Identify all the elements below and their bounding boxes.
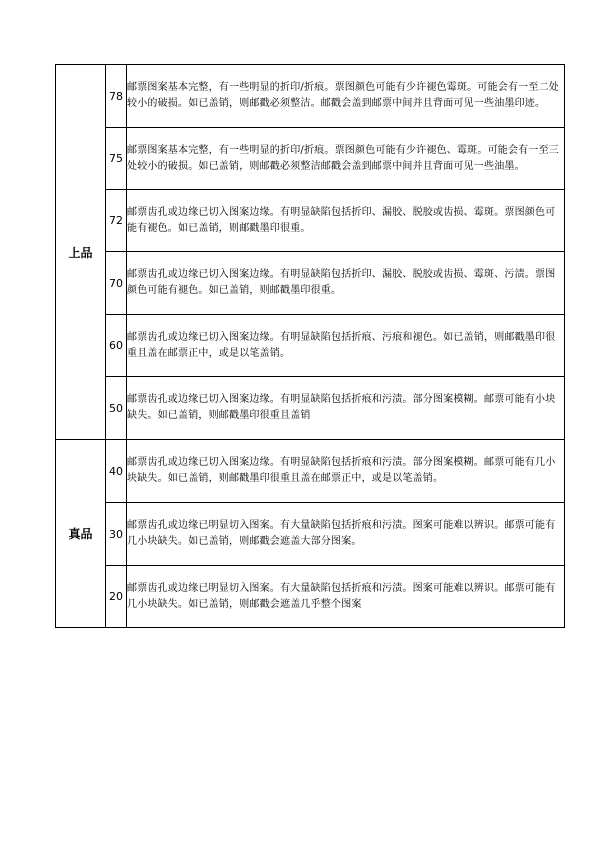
grade-score: 60 bbox=[106, 315, 127, 377]
table-row bbox=[56, 190, 565, 252]
grade-score: 40 bbox=[106, 440, 127, 503]
stamp-grading-table bbox=[55, 64, 565, 628]
table-row bbox=[56, 128, 565, 190]
table-row bbox=[56, 315, 565, 377]
grade-description: 邮票齿孔或边缘已明显切入图案。有大量缺陷包括折痕和污渍。图案可能难以辨识。邮票可能有几小块缺失。如已盖销，则邮戳会遮盖几乎整个图案 bbox=[127, 566, 565, 628]
table-row bbox=[56, 503, 565, 566]
table-row bbox=[56, 65, 565, 128]
category-cell-shangpin: 上品 bbox=[56, 65, 106, 440]
grade-description: 邮票图案基本完整，有一些明显的折印/折痕。票图颜色可能有少许褪色、霉斑。可能会有一至三处较小的破损。如已盖销，则邮戳必须整洁邮戳会盖到邮票中间并且背面可见一些油墨。 bbox=[127, 128, 565, 190]
grade-score: 72 bbox=[106, 190, 127, 252]
category-cell-zhenpin: 真品 bbox=[56, 440, 106, 628]
table-row bbox=[56, 252, 565, 315]
grade-score: 70 bbox=[106, 252, 127, 315]
table-row bbox=[56, 377, 565, 440]
grade-description: 邮票齿孔或边缘已切入图案边缘。有明显缺陷包括折痕、污痕和褪色。如已盖销，则邮戳墨印很重且盖在邮票正中，或是以笔盖销。 bbox=[127, 315, 565, 377]
grade-description: 邮票齿孔或边缘已明显切入图案。有大量缺陷包括折痕和污渍。图案可能难以辨识。邮票可能有几小块缺失。如已盖销，则邮戳会遮盖大部分图案。 bbox=[127, 503, 565, 566]
grade-description: 邮票图案基本完整，有一些明显的折印/折痕。票图颜色可能有少许褪色霉斑。可能会有一至二处较小的破损。如已盖销，则邮戳必须整洁。邮戳会盖到邮票中间并且背面可见一些油墨印迹。 bbox=[127, 65, 565, 128]
grade-score: 75 bbox=[106, 128, 127, 190]
table-row bbox=[56, 566, 565, 628]
grade-description: 邮票齿孔或边缘已切入图案边缘。有明显缺陷包括折印、漏胶、脱胶或齿损、霉斑、污渍。票图颜色可能有褪色。如已盖销，则邮戳墨印很重。 bbox=[127, 252, 565, 315]
grade-description: 邮票齿孔或边缘已切入图案边缘。有明显缺陷包括折痕和污渍。部分图案模糊。邮票可能有几小块缺失。如已盖销，则邮戳墨印很重且盖在邮票正中，或是以笔盖销。 bbox=[127, 440, 565, 503]
grade-description: 邮票齿孔或边缘已切入图案边缘。有明显缺陷包括折痕和污渍。部分图案模糊。邮票可能有小块缺失。如已盖销，则邮戳墨印很重且盖销 bbox=[127, 377, 565, 440]
grade-score: 30 bbox=[106, 503, 127, 566]
grade-score: 20 bbox=[106, 566, 127, 628]
grade-score: 78 bbox=[106, 65, 127, 128]
grade-score: 50 bbox=[106, 377, 127, 440]
grade-description: 邮票齿孔或边缘已切入图案边缘。有明显缺陷包括折印、漏胶、脱胶或齿损、霉斑。票图颜色可能有褪色。如已盖销，则邮戳墨印很重。 bbox=[127, 190, 565, 252]
table-row bbox=[56, 440, 565, 503]
